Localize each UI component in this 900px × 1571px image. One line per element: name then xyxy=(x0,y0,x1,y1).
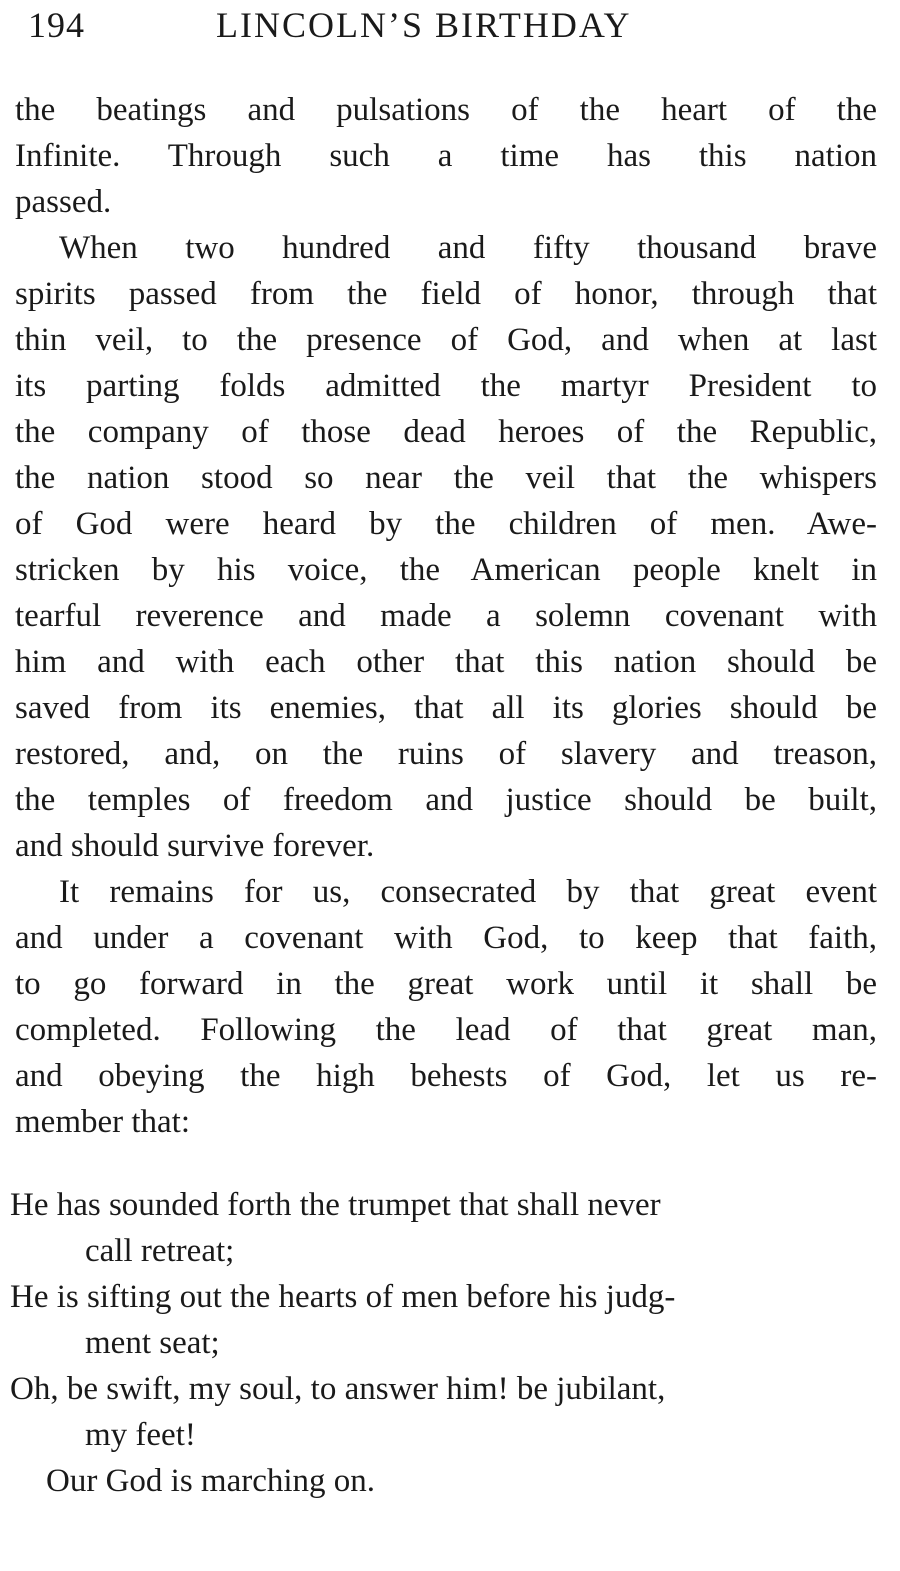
verse-refrain: Our God is marching on. xyxy=(46,1463,376,1499)
text-line: Infinite. Through such a time has this nation xyxy=(15,138,877,174)
text-line: and under a covenant with God, to keep that faith, xyxy=(15,920,877,956)
text-line: and should survive forever. xyxy=(15,828,375,864)
text-line: to go forward in the great work until it shall be xyxy=(15,966,877,1002)
verse-line-continuation: ment seat; xyxy=(85,1325,220,1361)
text-line: tearful reverence and made a solemn covenant with xyxy=(15,598,877,634)
text-line: its parting folds admitted the martyr President to xyxy=(15,368,877,404)
prose-body xyxy=(15,87,877,1145)
verse-line: He has sounded forth the trumpet that shall never xyxy=(10,1187,661,1223)
verse-line-continuation: call retreat; xyxy=(85,1233,235,1269)
verse-line: He is sifting out the hearts of men before his judg- xyxy=(10,1279,676,1315)
page-header xyxy=(20,4,880,50)
text-line: passed. xyxy=(15,184,112,220)
running-head: LINCOLN’S BIRTHDAY xyxy=(216,5,632,45)
page-number: 194 xyxy=(28,5,85,45)
text-line: It remains for us, consecrated by that great event xyxy=(59,874,877,910)
text-line: the nation stood so near the veil that the whispers xyxy=(15,460,877,496)
text-line: saved from its enemies, that all its glories should be xyxy=(15,690,877,726)
text-line: the company of those dead heroes of the Republic, xyxy=(15,414,877,450)
text-line: completed. Following the lead of that great man, xyxy=(15,1012,877,1048)
text-line: the temples of freedom and justice should be built, xyxy=(15,782,877,818)
text-line: member that: xyxy=(15,1104,191,1140)
text-line: spirits passed from the field of honor, through that xyxy=(15,276,877,312)
text-line: stricken by his voice, the American people knelt in xyxy=(15,552,877,588)
text-line: thin veil, to the presence of God, and when at last xyxy=(15,322,877,358)
text-line: restored, and, on the ruins of slavery and treason, xyxy=(15,736,877,772)
verse-line-continuation: my feet! xyxy=(85,1417,196,1453)
text-line: the beatings and pulsations of the heart of the xyxy=(15,92,877,128)
verse-line: Oh, be swift, my soul, to answer him! be jubilant, xyxy=(10,1371,666,1407)
text-line: and obeying the high behests of God, let us re- xyxy=(15,1058,877,1094)
text-line: When two hundred and fifty thousand brave xyxy=(59,230,877,266)
text-line: him and with each other that this nation should be xyxy=(15,644,877,680)
verse-stanza xyxy=(10,1182,872,1504)
text-line: of God were heard by the children of men. Awe- xyxy=(15,506,877,542)
